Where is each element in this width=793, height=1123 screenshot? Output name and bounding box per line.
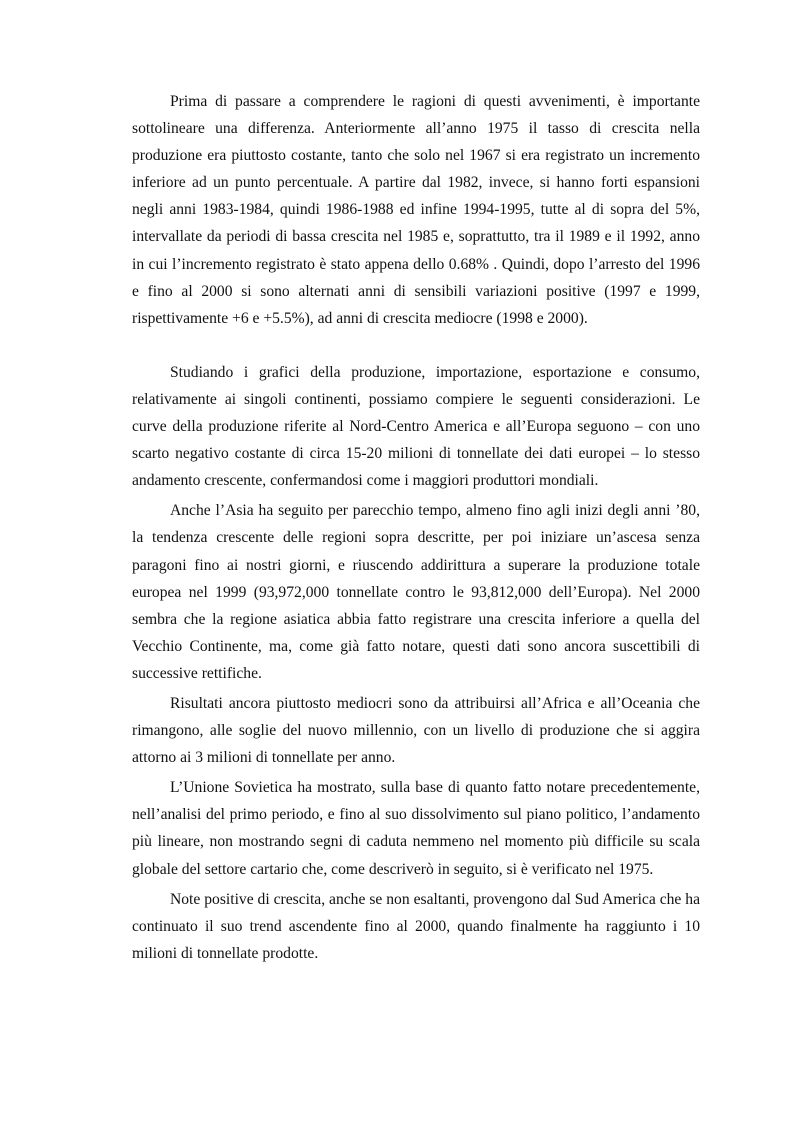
paragraph-asia: Anche l’Asia ha seguito per parecchio tempo, almeno fino agli inizi degli anni ’80, la tendenza crescente delle regioni sopra descritte, per poi iniziare un’ascesa senza paragoni fino ai nostri giorni, e riuscendo addirittura a superare la produzione totale europea nel 1999 (93,972,000 tonnellate contro le 93,812,000 dell’Europa). Nel 2000 sembra che la regione asiatica abbia fatto registrare una crescita inferiore a quella del Vecchio Continente, ma, come già fatto notare, questi dati sono ancora suscettibili di successive rettifiche. [132,502,700,682]
paragraph-south-america: Note positive di crescita, anche se non esaltanti, provengono dal Sud America che ha continuato il suo trend ascendente fino al 2000, quando finalmente ha raggiunto i 10 milioni di tonnellate prodotte. [132,890,700,962]
paragraph-africa-oceania: Risultati ancora piuttosto mediocri sono da attribuirsi all’Africa e all’Oceania che rimangono, alle soglie del nuovo millennio, con un livello di produzione che si aggira attorno ai 3 milioni di tonnellate per anno. [132,694,700,767]
paragraph-continents-overview: Studiando i grafici della produzione, importazione, esportazione e consumo, relativamente ai singoli continenti, possiamo compiere le seguenti considerazioni. Le curve della produzione riferite al Nord-Centro America e all’Europa seguono – con uno scarto negativo costante di circa 15-20 milioni di tonnellate dei dati europei – lo stesso andamento crescente, confermandosi come i maggiori produttori mondiali. [132,363,700,490]
paragraph-soviet-union: L’Unione Sovietica ha mostrato, sulla base di quanto fatto notare precedentemente, nell’analisi del primo periodo, e fino al suo dissolvimento sul piano politico, l’andamento più lineare, non mostrando segni di caduta nemmeno nel momento più difficile su scala globale del settore cartario che, come descriverò in seguito, si è verificato nel 1975. [132,779,700,878]
body-text [132,88,700,967]
paragraph-production-growth: Prima di passare a comprendere le ragioni di questi avvenimenti, è importante sottolineare una differenza. Anteriormente all’anno 1975 il tasso di crescita nella produzione era piuttosto costante, tanto che solo nel 1967 si era registrato un incremento inferiore ad un punto percentuale. A partire dal 1982, invece, si hanno forti espansioni negli anni 1983-1984, quindi 1986-1988 ed infine 1994-1995, tutte al di sopra del 5%, intervallate da periodi di bassa crescita nel 1985 e, soprattutto, tra il 1989 e il 1992, anno in cui l’incremento registrato è stato appena dello 0.68% . Quindi, dopo l’arresto del 1996 e fino al 2000 si sono alternati anni di sensibili variazioni positive (1997 e 1999, rispettivamente +6 e +5.5%), ad anni di crescita mediocre (1998 e 2000). [132,93,700,327]
